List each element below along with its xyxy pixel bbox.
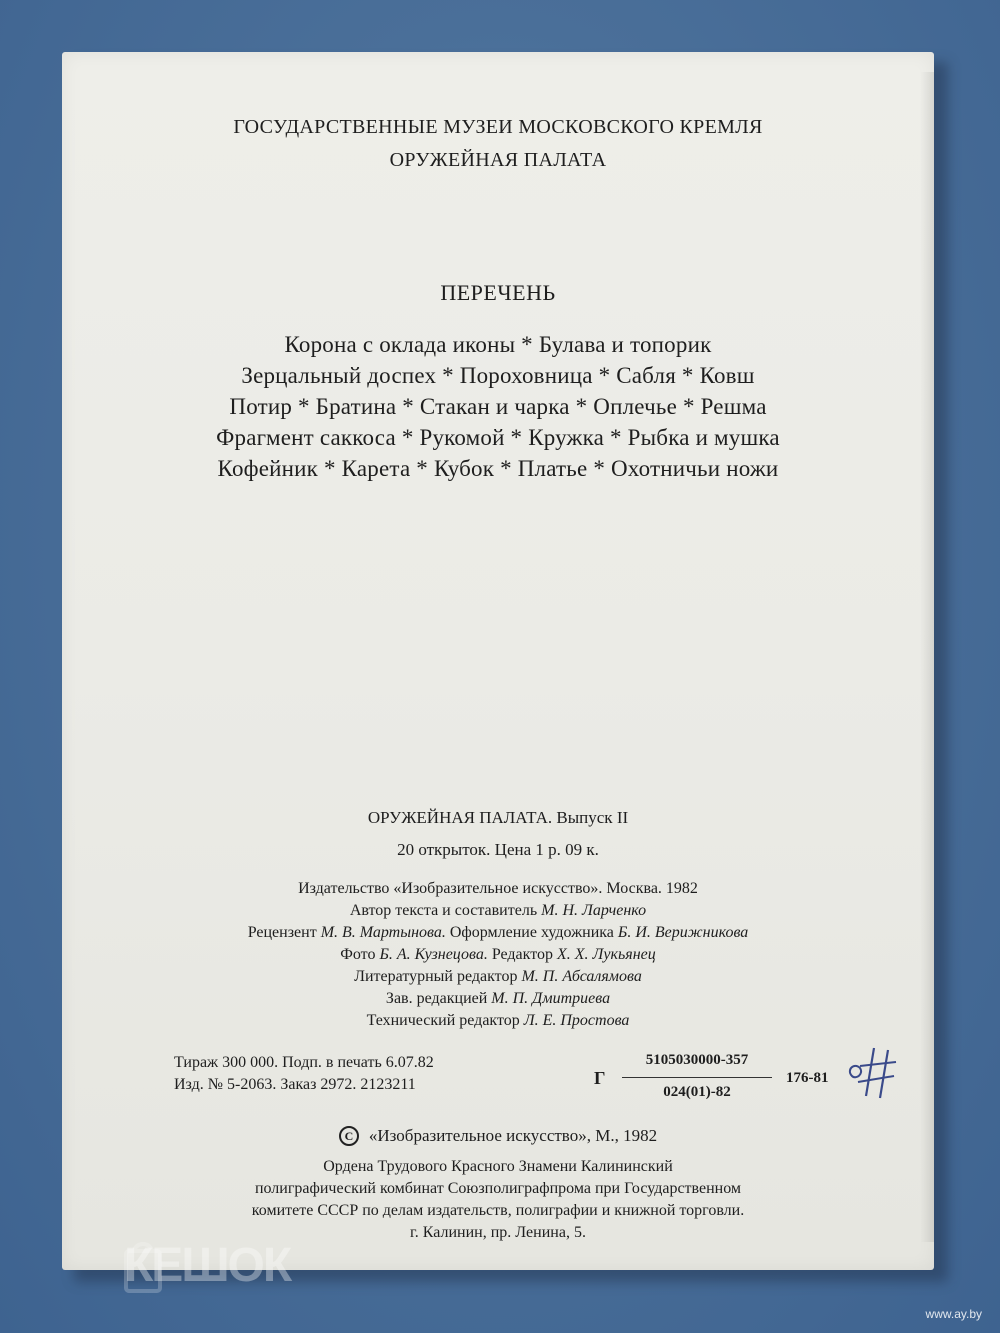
lit-editor-name: М. П. Абсалямова [521,968,642,985]
list-line-4: Фрагмент саккоса * Рукомой * Кружка * Рыбка и мушка [216,425,780,450]
design-label: Оформление художника [449,924,614,941]
lit-editor-line [62,968,934,986]
press-line-4: г. Калинин, пр. Ленина, 5. [410,1224,586,1241]
count-price: 20 открыток. Цена 1 р. 09 к. [397,840,599,859]
classification-letter: Г [594,1068,606,1088]
postcard-folder-back [62,52,934,1270]
list-line-5: Кофейник * Карета * Кубок * Платье * Охотничьи ножи [217,456,779,481]
design-name: Б. И. Верижникова [617,924,749,941]
author-name: М. Н. Ларченко [541,902,647,919]
author-line [62,902,934,920]
tech-editor-line [62,1012,934,1030]
copyright-symbol: С [339,1126,359,1146]
code-suffix: 176-81 [786,1070,829,1086]
lit-editor-label: Литературный редактор [354,968,518,985]
card-edge [920,72,934,1242]
list-line-1: Корона с оклада иконы * Булава и топорик [284,332,712,357]
reviewer-line [62,924,934,942]
publisher-line: Издательство «Изобразительное искусство». Москва. 1982 [298,880,698,897]
tech-editor-label: Технический редактор [366,1012,520,1029]
list-title: ПЕРЕЧЕНЬ [440,280,556,305]
photo-label: Фото [340,946,376,963]
editor-name: Х. Х. Лукьянец [557,946,656,963]
author-label: Автор текста и составитель [349,902,538,919]
museum-title: ГОСУДАРСТВЕННЫЕ МУЗЕИ МОСКОВСКОГО КРЕМЛЯ [233,116,763,138]
copyright-text: «Изобразительное искусство», М., 1982 [368,1126,658,1145]
handwritten-mark-icon [844,1042,904,1102]
reviewer-label: Рецензент [247,924,317,941]
tech-editor-name: Л. Е. Простова [523,1012,630,1029]
code-numerator: 5105030000-357 [645,1052,749,1068]
code-denominator: 024(01)-82 [663,1084,731,1100]
press-line-1: Ордена Трудового Красного Знамени Калининский [323,1158,673,1175]
editor-label: Редактор [491,946,553,963]
armory-title: ОРУЖЕЙНАЯ ПАЛАТА [389,149,607,171]
site-watermark: www.ay.by [925,1307,982,1321]
photo-name: Б. А. Кузнецова. [379,946,488,963]
press-line-3: комитете СССР по делам издательств, полиграфии и книжной торговли. [251,1202,745,1219]
print-run: Тираж 300 000. Подп. в печать 6.07.82 [174,1054,434,1071]
reviewer-name: М. В. Мартынова. [320,924,446,941]
photo-line [62,946,934,964]
order-number: Изд. № 5-2063. Заказ 2972. 2123211 [174,1076,416,1093]
copyright-line [62,1126,934,1146]
head-editor-name: М. П. Дмитриева [491,990,611,1007]
code-fraction-line [622,1077,772,1078]
head-editor-label: Зав. редакцией [385,990,488,1007]
press-line-2: полиграфический комбинат Союзполиграфпрома при Государственном [254,1180,742,1197]
series-title: ОРУЖЕЙНАЯ ПАЛАТА. Выпуск II [367,808,629,827]
list-line-3: Потир * Братина * Стакан и чарка * Оплечье * Решма [229,394,767,419]
shop-logo-text: КЕШОК [124,1239,291,1292]
head-editor-line [62,990,934,1008]
list-line-2: Зерцальный доспех * Пороховница * Сабля * Ковш [241,363,755,388]
